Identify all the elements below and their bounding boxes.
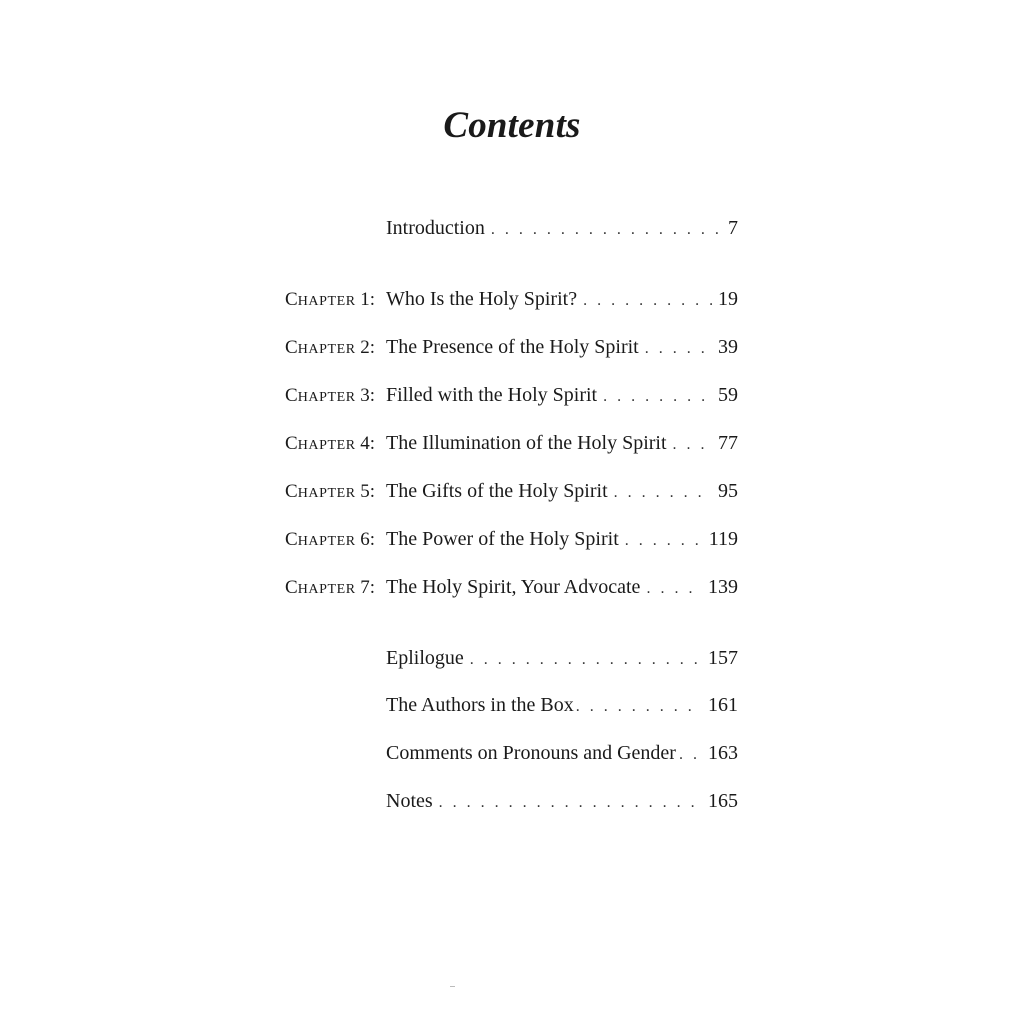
toc-page-number: 139 xyxy=(708,576,738,598)
toc-page-number: 19 xyxy=(718,288,738,310)
chapter-prefix: CHAPTER 6: xyxy=(285,529,376,550)
dot-leader xyxy=(583,286,712,316)
toc-page-number: 161 xyxy=(708,694,738,716)
toc-page-number: 95 xyxy=(718,480,738,502)
toc-page-number: 157 xyxy=(708,647,738,669)
toc-page-number: 165 xyxy=(708,790,738,812)
dot-leader xyxy=(470,645,702,675)
toc-page-number: 59 xyxy=(718,384,738,406)
toc-entry-chapter-3[interactable] xyxy=(386,380,738,410)
toc-page-number: 77 xyxy=(718,432,738,454)
toc-entry-label: The Holy Spirit, Your Advocate xyxy=(386,576,641,598)
toc-entry-chapter-4[interactable] xyxy=(386,428,738,458)
dot-leader xyxy=(645,334,712,364)
toc-entry-chapter-1[interactable] xyxy=(386,284,738,314)
toc-entry-label: Introduction xyxy=(386,217,485,239)
toc-entry-label: Comments on Pronouns and Gender xyxy=(386,742,676,764)
toc-entry-notes[interactable] xyxy=(386,786,738,816)
chapter-prefix: CHAPTER 5: xyxy=(285,481,376,502)
toc-entry-label: The Power of the Holy Spirit xyxy=(386,528,619,550)
toc-entry-chapter-2[interactable] xyxy=(386,332,738,362)
toc-entry-comments-on-pronouns[interactable] xyxy=(386,738,738,768)
toc-page-number: 39 xyxy=(718,336,738,358)
dot-leader xyxy=(679,740,706,770)
scan-mark xyxy=(450,986,455,987)
toc-entry-authors-in-the-box[interactable] xyxy=(386,690,738,720)
toc-entry-introduction[interactable] xyxy=(386,213,738,243)
page-title: Contents xyxy=(443,105,581,146)
toc-entry-label: The Authors in the Box xyxy=(386,694,574,716)
dot-leader xyxy=(614,478,712,508)
dot-leader xyxy=(491,215,722,245)
toc-entry-label: The Presence of the Holy Spirit xyxy=(386,336,639,358)
chapter-prefix: CHAPTER 7: xyxy=(285,577,376,598)
dot-leader xyxy=(439,788,702,818)
chapter-prefix: CHAPTER 1: xyxy=(285,289,376,310)
toc-entry-label: Who Is the Holy Spirit? xyxy=(386,288,578,310)
chapter-prefix: CHAPTER 2: xyxy=(285,337,376,358)
toc-page-number: 7 xyxy=(728,217,738,239)
toc-entry-chapter-7[interactable] xyxy=(386,572,738,602)
toc-entry-label: Notes xyxy=(386,790,433,812)
dot-leader xyxy=(576,692,702,722)
toc-entry-label: The Illumination of the Holy Spirit xyxy=(386,432,667,454)
dot-leader xyxy=(646,574,702,604)
dot-leader xyxy=(625,526,703,556)
toc-entry-epilogue[interactable] xyxy=(386,643,738,673)
toc-page-number: 163 xyxy=(708,742,738,764)
toc-entry-label: The Gifts of the Holy Spirit xyxy=(386,480,608,502)
chapter-prefix: CHAPTER 4: xyxy=(285,433,376,454)
dot-leader xyxy=(673,430,712,460)
toc-entry-label: Filled with the Holy Spirit xyxy=(386,384,598,406)
toc-entry-label: Eplilogue xyxy=(386,647,464,669)
toc-entry-chapter-5[interactable] xyxy=(386,476,738,506)
toc-entry-chapter-6[interactable] xyxy=(386,524,738,554)
dot-leader xyxy=(603,382,712,412)
toc-page-number: 119 xyxy=(708,528,738,550)
chapter-prefix: CHAPTER 3: xyxy=(285,385,376,406)
